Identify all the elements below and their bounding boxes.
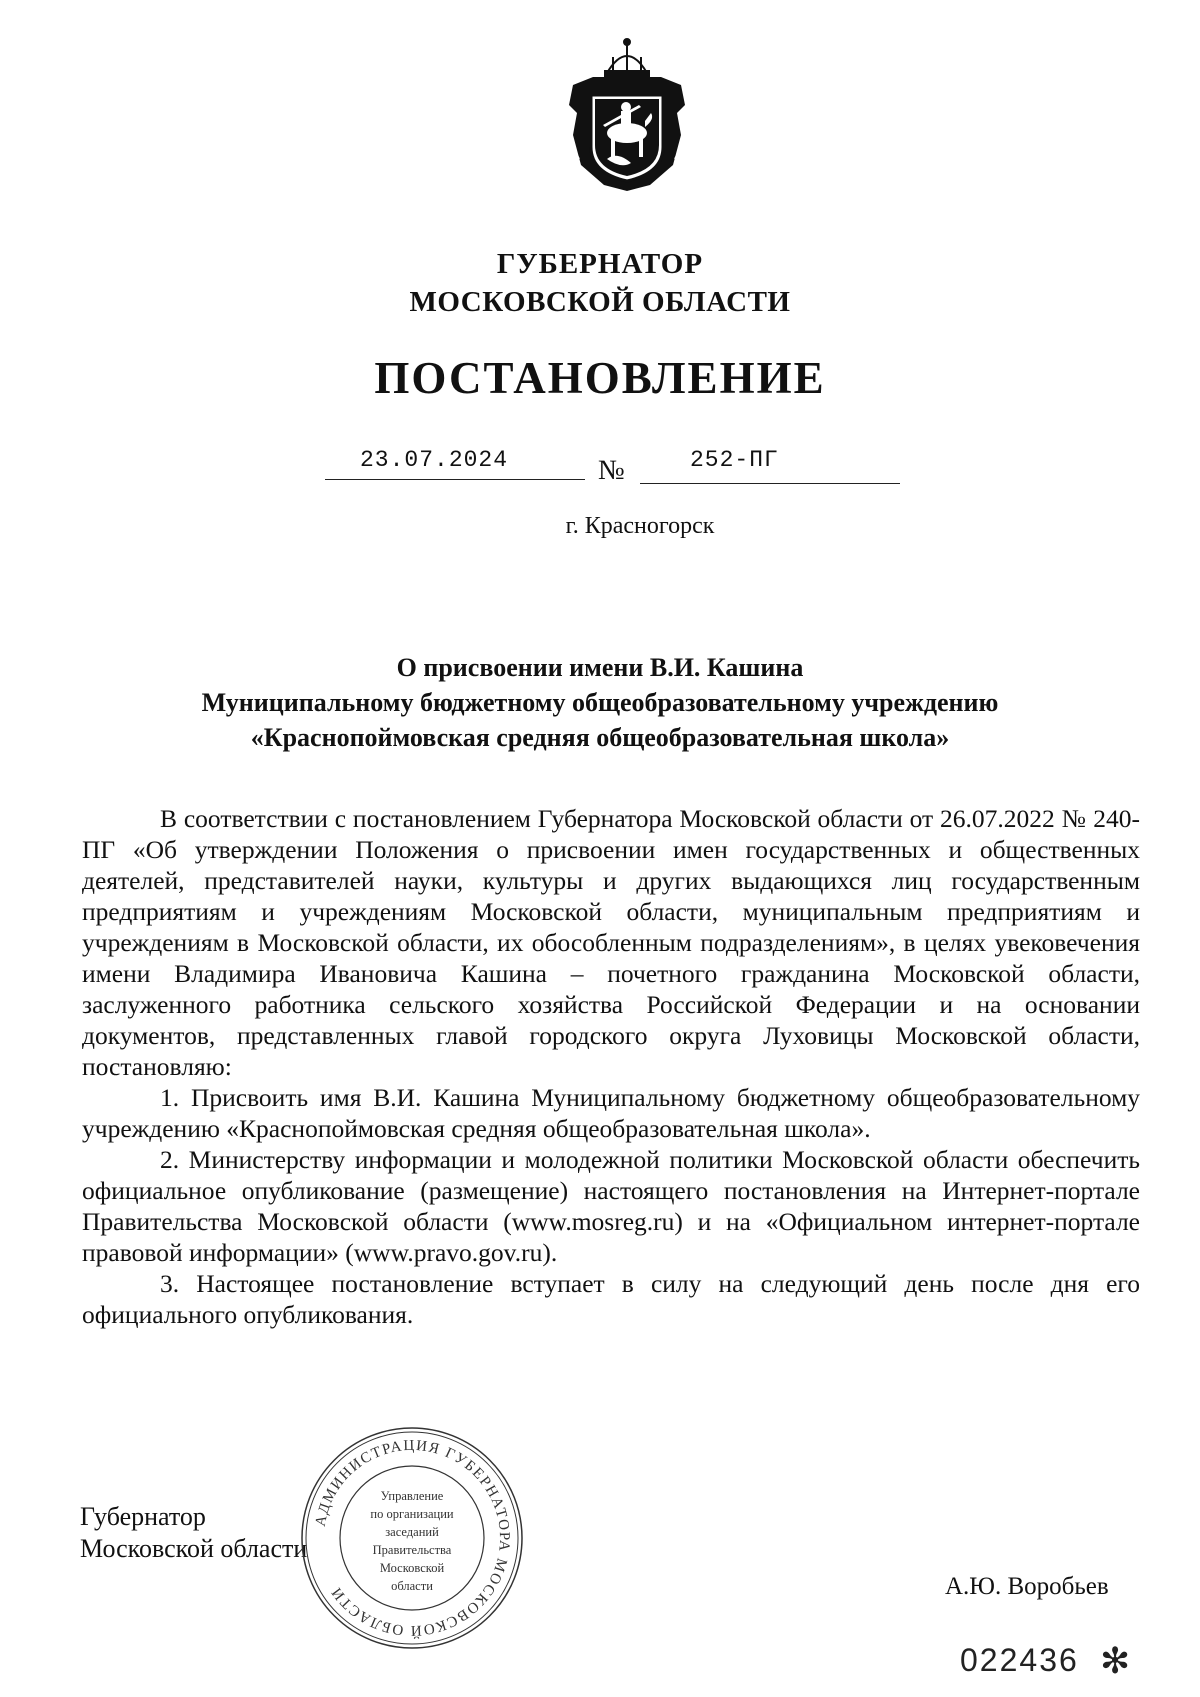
authority-line-1: ГУБЕРНАТОР — [496, 248, 704, 280]
resolution-item-3: 3. Настоящее постановление вступает в силу на следующий день после дня его официального опубликования. — [82, 1269, 1140, 1329]
seal-line-4: Правительства — [372, 1543, 452, 1557]
official-seal-icon — [297, 1423, 527, 1653]
issue-city: г. Красногорск — [565, 513, 715, 539]
preamble-paragraph: В соответствии с постановлением Губернатора Московской области от 26.07.2022 № 240-ПГ «Об утверждении Положения о присвоении имен государственных и общественных деятелей, представителей науки, культуры и других выдающихся лиц государственным предприятиям и учреждениям Московской области, муниципальным предприятиям и учреждениям в Московской области, их обособленным подразделениям», в целях увековечения имени Владимира Ивановича Кашина – почетного гражданина Московской области, заслуженного работника сельского хозяйства Российской Федерации и на основании документов, представленных главой городского округа Луховицы Московской области, постановляю: — [82, 804, 1140, 1081]
signatory-name: А.Ю. Воробьев — [945, 1573, 1109, 1600]
seal-line-5: Московской — [379, 1561, 445, 1575]
number-sign: № — [598, 455, 625, 486]
seal-line-2: по организации — [370, 1507, 454, 1521]
signatory-position-line-2: Московской области — [80, 1534, 308, 1563]
document-body — [82, 803, 1140, 1330]
authority-line-2: МОСКОВСКОЙ ОБЛАСТИ — [409, 286, 791, 318]
seal-line-3: заседаний — [385, 1525, 439, 1539]
document-date: 23.07.2024 — [360, 447, 509, 473]
document-type-heading: ПОСТАНОВЛЕНИЕ — [374, 353, 826, 403]
document-title-line-3: «Краснопоймовская средняя общеобразовательная школа» — [250, 723, 950, 752]
signatory-position-line-1: Губернатор — [80, 1502, 206, 1531]
resolution-item-2: 2. Министерству информации и молодежной политики Московской области обеспечить официальное опубликование (размещение) настоящего постановления на Интернет-портале Правительства Московской области (www.mosreg.ru) и на «Официальном интернет-портале правовой информации» (www.pravo.gov.ru). — [82, 1145, 1140, 1267]
coat-of-arms-icon — [555, 35, 700, 195]
document-title-line-2: Муниципальному бюджетному общеобразовательному учреждению — [201, 688, 999, 717]
document-number: 252-ПГ — [690, 447, 779, 473]
resolution-item-1: 1. Присвоить имя В.И. Кашина Муниципальному бюджетному общеобразовательному учреждению «Краснопоймовская средняя общеобразовательная школа». — [82, 1083, 1140, 1143]
document-title-line-1: О присвоении имени В.И. Кашина — [396, 653, 804, 682]
seal-line-6: области — [391, 1579, 433, 1593]
seal-line-1: Управление — [380, 1489, 444, 1503]
serial-mark-icon: ✻ — [1100, 1641, 1131, 1681]
seal-ring-text: АДМИНИСТРАЦИЯ ГУБЕРНАТОРА МОСКОВСКОЙ ОБЛАСТИ — [312, 1437, 513, 1639]
form-serial-number: 022436 — [960, 1642, 1079, 1678]
